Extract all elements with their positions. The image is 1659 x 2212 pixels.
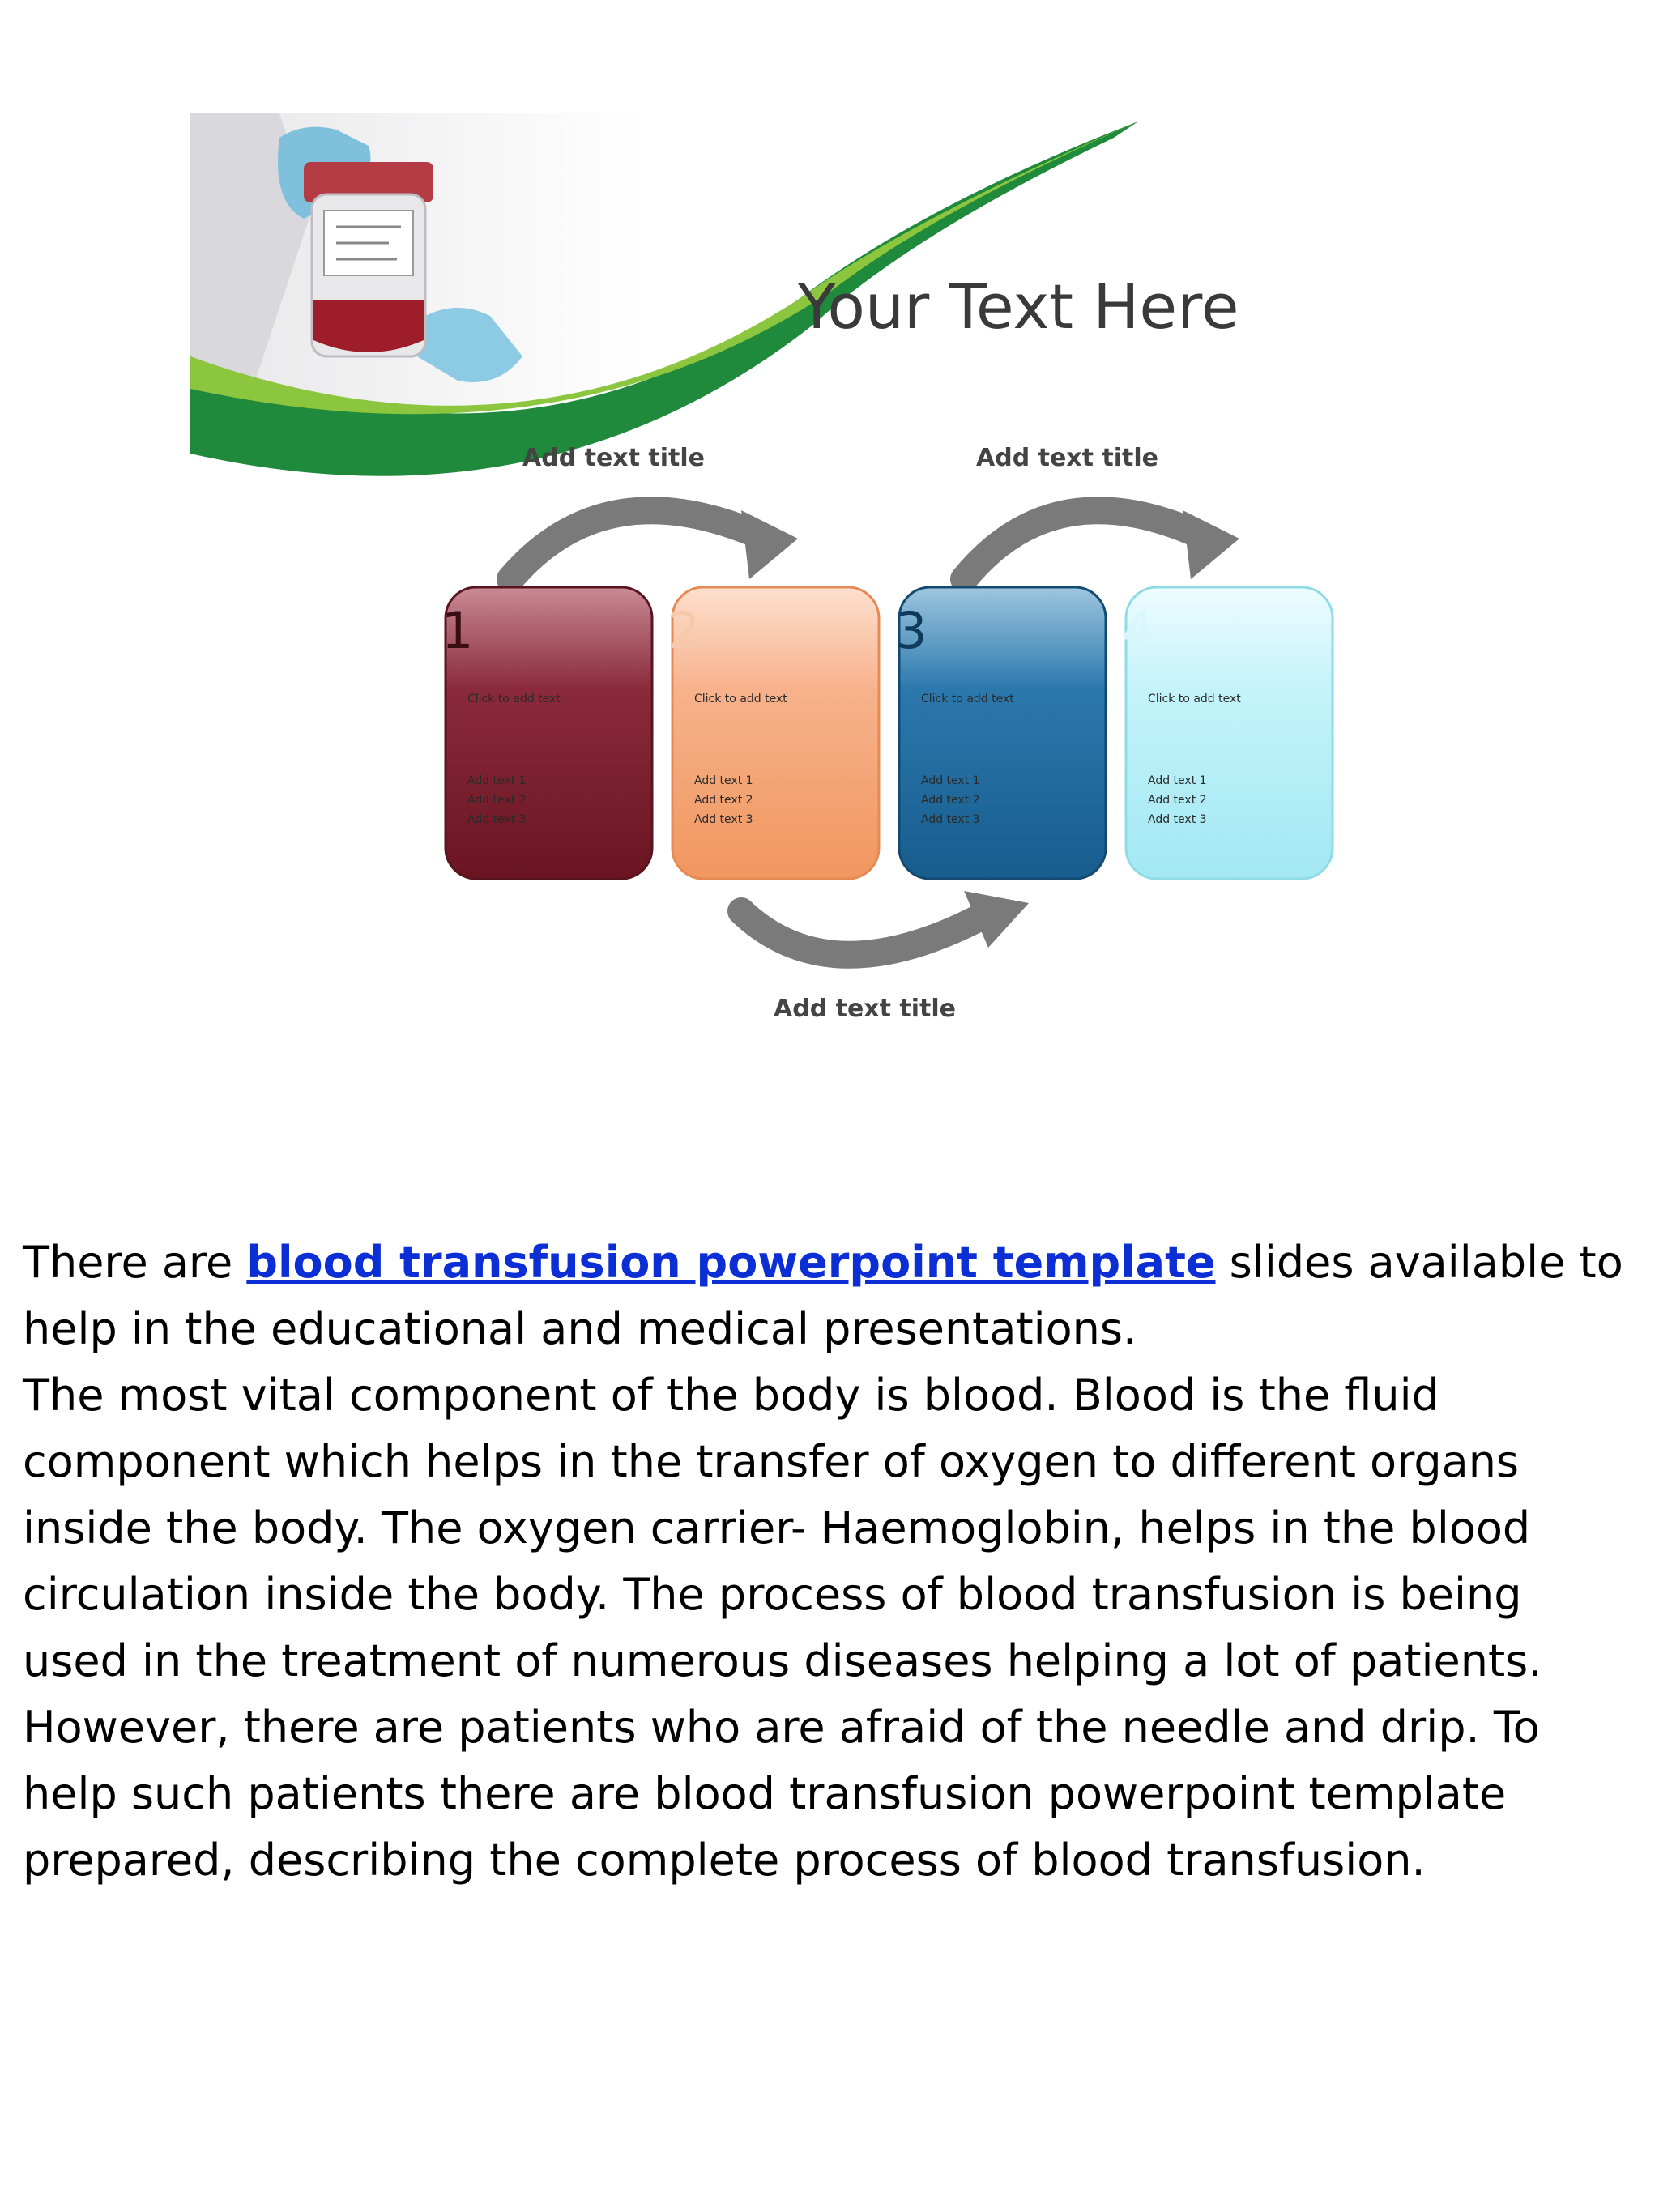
banner-title: Your Text Here	[798, 271, 1239, 343]
arrowhead-top-left	[741, 510, 798, 579]
arrow-label-3: Add text title	[774, 995, 957, 1023]
step-line-3-2: Add text 2	[921, 794, 980, 807]
arrowhead-top-right	[1183, 510, 1239, 579]
arrow-bottom	[741, 911, 984, 955]
doctor-photo-illustration	[190, 113, 644, 405]
step-line-4-3: Add text 3	[1148, 813, 1207, 826]
paragraph-1-rest: slides available to help in the educational and medical presentations.	[23, 1237, 1623, 1354]
step-number-4: 4	[1122, 601, 1154, 660]
article-paragraph-2: The most vital component of the body is blood. Blood is the fluid component which helps in the transfer of oxygen to different organs inside the body. The oxygen carrier- Haemoglobin, helps in the blood circulation inside the body. The process of blood transfusion is being used in the treatment of numerous diseases helping a lot of patients. However, there are patients who are afraid of the needle and drip. To help such patients there are blood transfusion powerpoint template prepared, describing the complete process of blood transfusion.	[23, 1370, 1542, 1886]
step-line-1-1: Add text 1	[467, 774, 527, 787]
arrow-label-2: Add text title	[976, 444, 1159, 472]
step-line-1-3: Add text 3	[467, 813, 527, 826]
step-line-4-2: Add text 2	[1148, 794, 1207, 807]
step-number-3: 3	[895, 601, 928, 660]
step-box-4	[1122, 587, 1333, 879]
article-body	[23, 1230, 1635, 1894]
step-box-3	[895, 587, 1106, 879]
step-number-2: 2	[668, 601, 701, 660]
step-box-1	[441, 587, 652, 879]
arrow-top-left	[510, 510, 757, 579]
step-line-2-2: Add text 2	[694, 794, 753, 807]
slide-preview-image	[182, 113, 1369, 1199]
step-heading-4: Click to add text	[1148, 693, 1241, 705]
step-line-2-1: Add text 1	[694, 774, 753, 787]
step-line-3-1: Add text 1	[921, 774, 980, 787]
step-heading-2: Click to add text	[694, 693, 787, 705]
step-box-2	[668, 587, 879, 879]
template-link[interactable]: blood transfusion powerpoint template	[246, 1237, 1216, 1288]
paragraph-1-intro: There are	[23, 1237, 247, 1288]
article-paragraph-1	[23, 1230, 1635, 1362]
step-line-1-2: Add text 2	[467, 794, 527, 807]
step-line-4-1: Add text 1	[1148, 774, 1207, 787]
slide-graphic	[182, 113, 1369, 1199]
arrow-label-1: Add text title	[522, 444, 706, 472]
step-heading-1: Click to add text	[467, 693, 561, 705]
step-number-1: 1	[441, 601, 474, 660]
arrow-top-right	[964, 510, 1199, 579]
step-heading-3: Click to add text	[921, 693, 1014, 705]
step-line-3-3: Add text 3	[921, 813, 980, 826]
step-line-2-3: Add text 3	[694, 813, 753, 826]
